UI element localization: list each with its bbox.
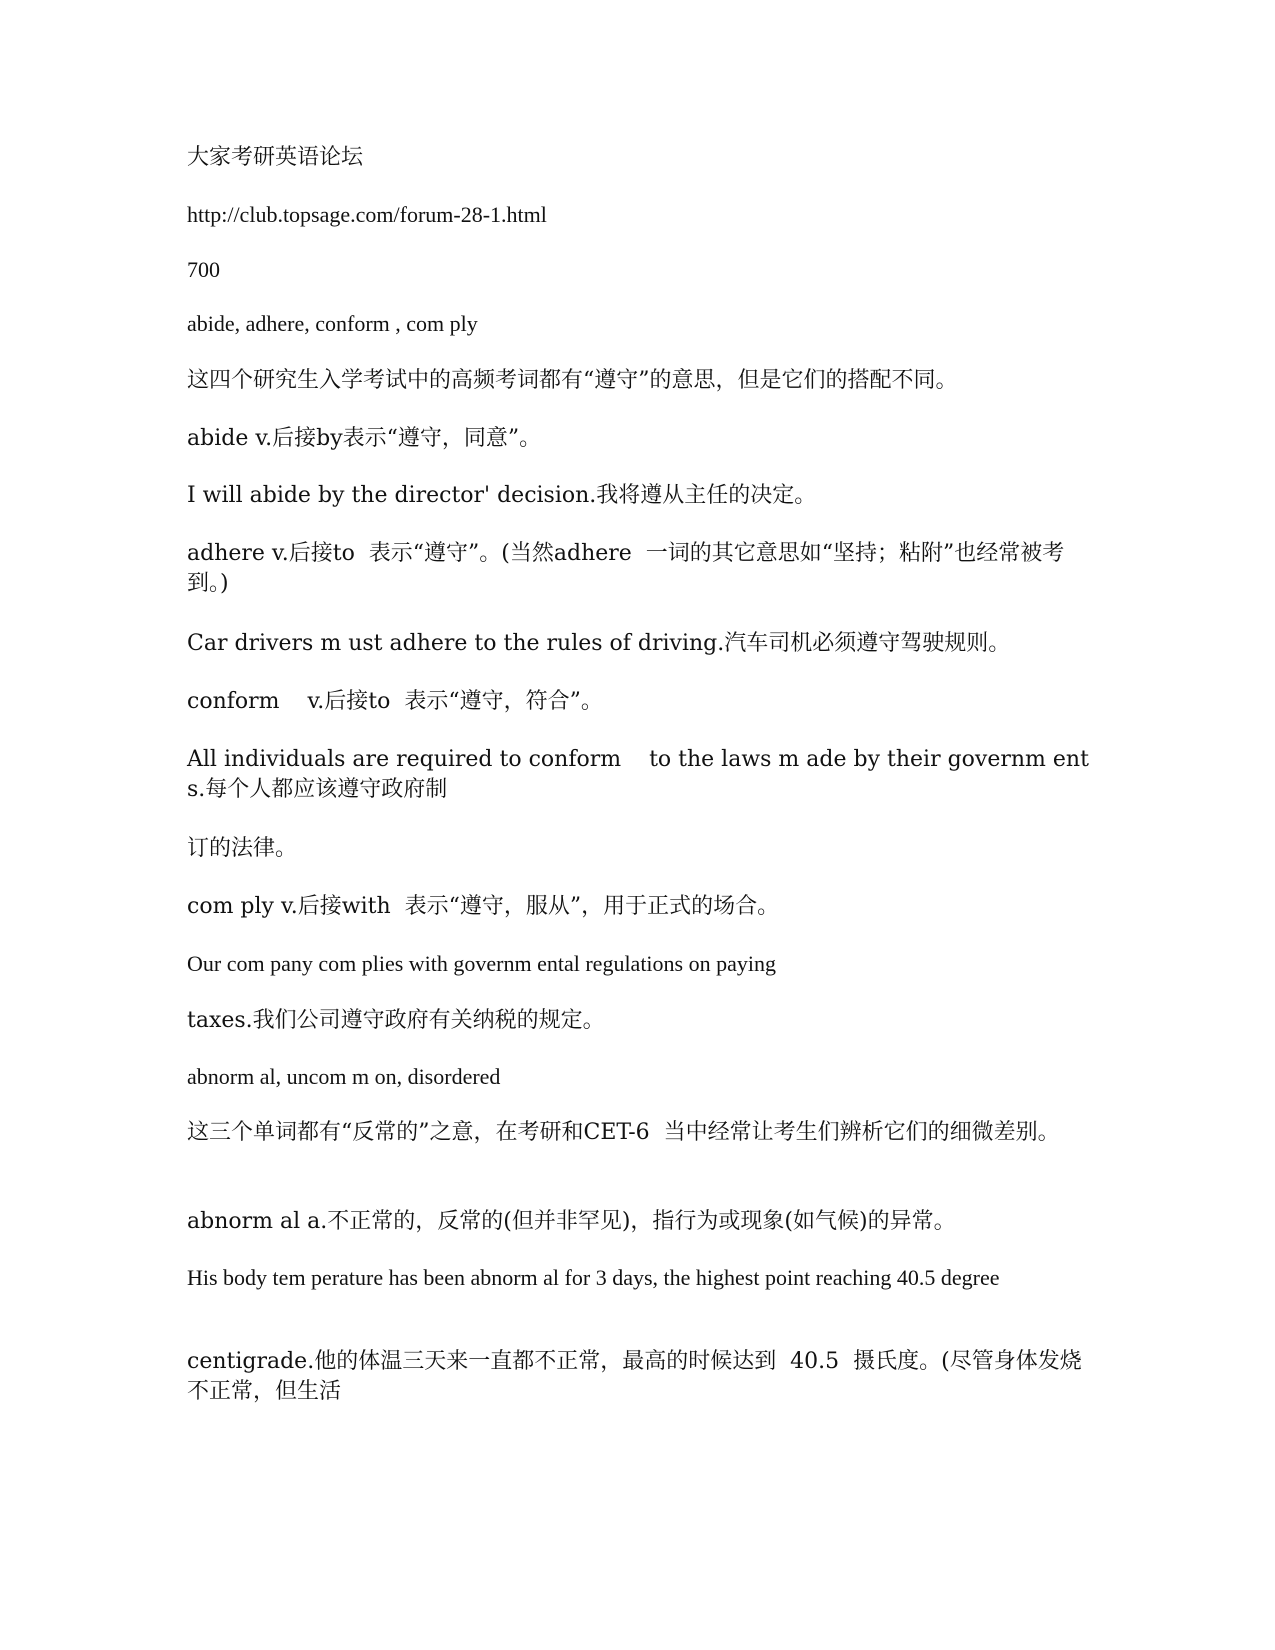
- definition: abide v.后接by表示“遵守，同意”。: [187, 426, 542, 451]
- word-group-heading: abnorm al, uncom m on, disordered: [187, 1064, 501, 1089]
- definition: com ply v.后接with 表示“遵守，服从”，用于正式的场合。: [187, 894, 780, 919]
- example-sentence: Car drivers m ust adhere to the rules of driving.汽车司机必须遵守驾驶规则。: [187, 631, 1011, 656]
- paragraph: taxes.我们公司遵守政府有关纳税的规定。: [187, 1008, 605, 1033]
- example-sentence: I will abide by the director' decision.我将遵从主任的决定。: [187, 483, 817, 508]
- paragraph: centigrade.他的体温三天来一直都不正常，最高的时候达到 40.5 摄氏度。(尽管身体发烧不正常，但生活: [187, 1349, 1082, 1404]
- example-sentence: His body tem perature has been abnorm al for 3 days, the highest point reaching 40.5 degree: [187, 1265, 1000, 1290]
- definition: conform v.后接to 表示“遵守，符合”。: [187, 689, 603, 714]
- definition: abnorm al a.不正常的，反常的(但并非罕见)，指行为或现象(如气候)的异常。: [187, 1209, 956, 1234]
- forum-url: http://club.topsage.com/forum-28-1.html: [187, 202, 547, 227]
- definition: adhere v.后接to 表示“遵守”。(当然adhere 一词的其它意思如“坚持；粘附”也经常被考到。): [187, 541, 1065, 596]
- forum-title: 大家考研英语论坛: [187, 145, 364, 170]
- word-count: 700: [187, 257, 220, 282]
- paragraph: 订的法律。: [187, 836, 298, 861]
- word-group-heading: abide, adhere, conform , com ply: [187, 311, 478, 336]
- example-sentence: Our com pany com plies with governm ental regulations on paying: [187, 951, 776, 976]
- paragraph: 这四个研究生入学考试中的高频考词都有“遵守”的意思，但是它们的搭配不同。: [187, 368, 958, 393]
- example-sentence: All individuals are required to conform to the laws m ade by their governm ents.每个人都应该遵守政府制: [187, 747, 1089, 802]
- paragraph: 这三个单词都有“反常的”之意，在考研和CET-6 当中经常让考生们辨析它们的细微差别。: [187, 1120, 1060, 1145]
